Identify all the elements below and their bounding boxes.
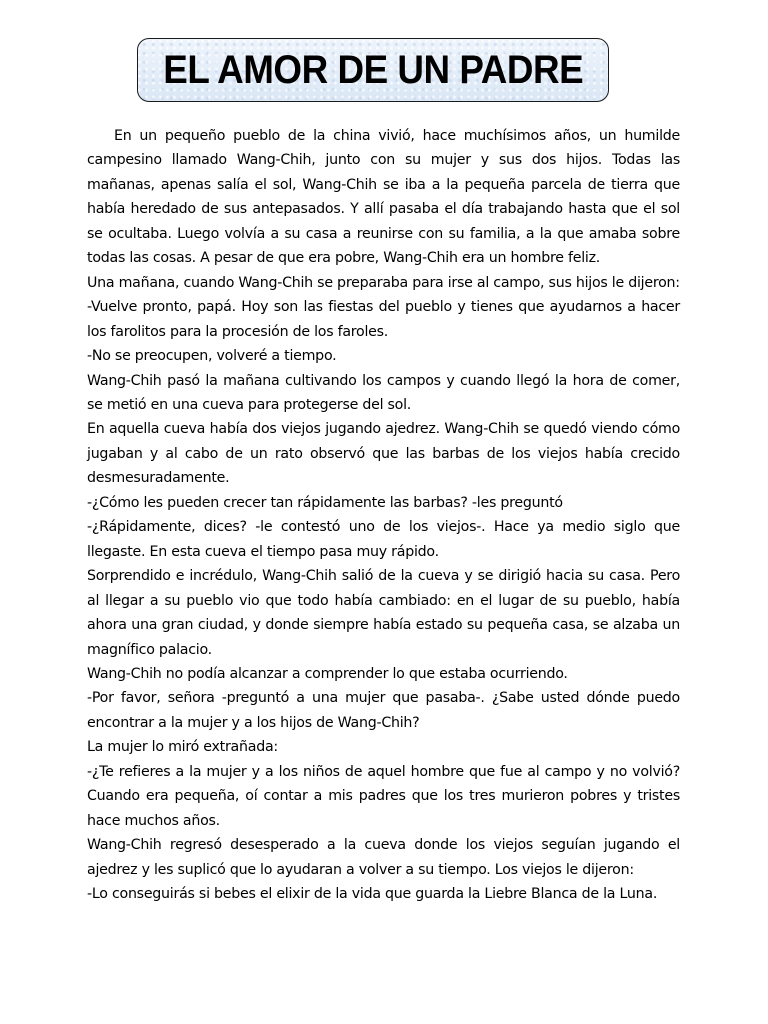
paragraph: -Lo conseguirás si bebes el elixir de la vida que guarda la Liebre Blanca de la Luna. bbox=[87, 886, 658, 903]
paragraph: En un pequeño pueblo de la china vivió, hace muchísimos años, un humilde campesino llamado Wang-Chih, junto con su mujer y sus dos hijos. Todas las mañanas, apenas salía el sol, Wang-Chih se iba a la pequeña parcela de tierra que había heredado de sus antepasados. Y allí pasaba el día trabajando hasta que el sol se ocultaba. Luego volvía a su casa a reunirse con su familia, a la que amaba sobre todas las cosas. A pesar de que era pobre, Wang-Chih era un hombre feliz. bbox=[87, 128, 680, 267]
page-title: EL AMOR DE UN PADRE bbox=[163, 48, 583, 92]
paragraph: -¿Rápidamente, dices? -le contestó uno de los viejos-. Hace ya medio siglo que llegaste. En esta cueva el tiempo pasa muy rápido. bbox=[87, 519, 680, 560]
paragraph: -Vuelve pronto, papá. Hoy son las fiestas del pueblo y tienes que ayudarnos a hacer los farolitos para la procesión de los faroles. bbox=[87, 299, 680, 340]
paragraph: -¿Te refieres a la mujer y a los niños de aquel hombre que fue al campo y no volvió? Cuando era pequeña, oí contar a mis padres que los tres murieron pobres y tristes hace muchos años. bbox=[87, 763, 680, 829]
paragraph: Sorprendido e incrédulo, Wang-Chih salió de la cueva y se dirigió hacia su casa. Pero al llegar a su pueblo vio que todo había cambiado: en el lugar de su pueblo, había ahora una gran ciudad, y donde siempre había estado su pequeña casa, se alzaba un magnífico palacio. bbox=[87, 568, 680, 658]
paragraph: La mujer lo miró extrañada: bbox=[87, 739, 278, 756]
story-body bbox=[87, 124, 680, 907]
paragraph: En aquella cueva había dos viejos jugando ajedrez. Wang-Chih se quedó viendo cómo jugaban y al cabo de un rato observó que las barbas de los viejos había crecido desmesuradamente. bbox=[87, 421, 680, 487]
paragraph: -No se preocupen, volveré a tiempo. bbox=[87, 348, 337, 365]
paragraph: Wang-Chih regresó desesperado a la cueva donde los viejos seguían jugando el ajedrez y les suplicó que lo ayudaran a volver a su tiempo. Los viejos le dijeron: bbox=[87, 837, 680, 878]
paragraph: -¿Cómo les pueden crecer tan rápidamente las barbas? -les preguntó bbox=[87, 494, 563, 511]
title-banner bbox=[137, 38, 609, 102]
paragraph: Wang-Chih no podía alcanzar a comprender lo que estaba ocurriendo. bbox=[87, 665, 568, 682]
paragraph: -Por favor, señora -preguntó a una mujer que pasaba-. ¿Sabe usted dónde puedo encontrar a la mujer y a los hijos de Wang-Chih? bbox=[87, 690, 680, 731]
paragraph: Wang-Chih pasó la mañana cultivando los campos y cuando llegó la hora de comer, se metió en una cueva para protegerse del sol. bbox=[87, 372, 680, 413]
paragraph: Una mañana, cuando Wang-Chih se preparaba para irse al campo, sus hijos le dijeron: bbox=[87, 274, 680, 291]
